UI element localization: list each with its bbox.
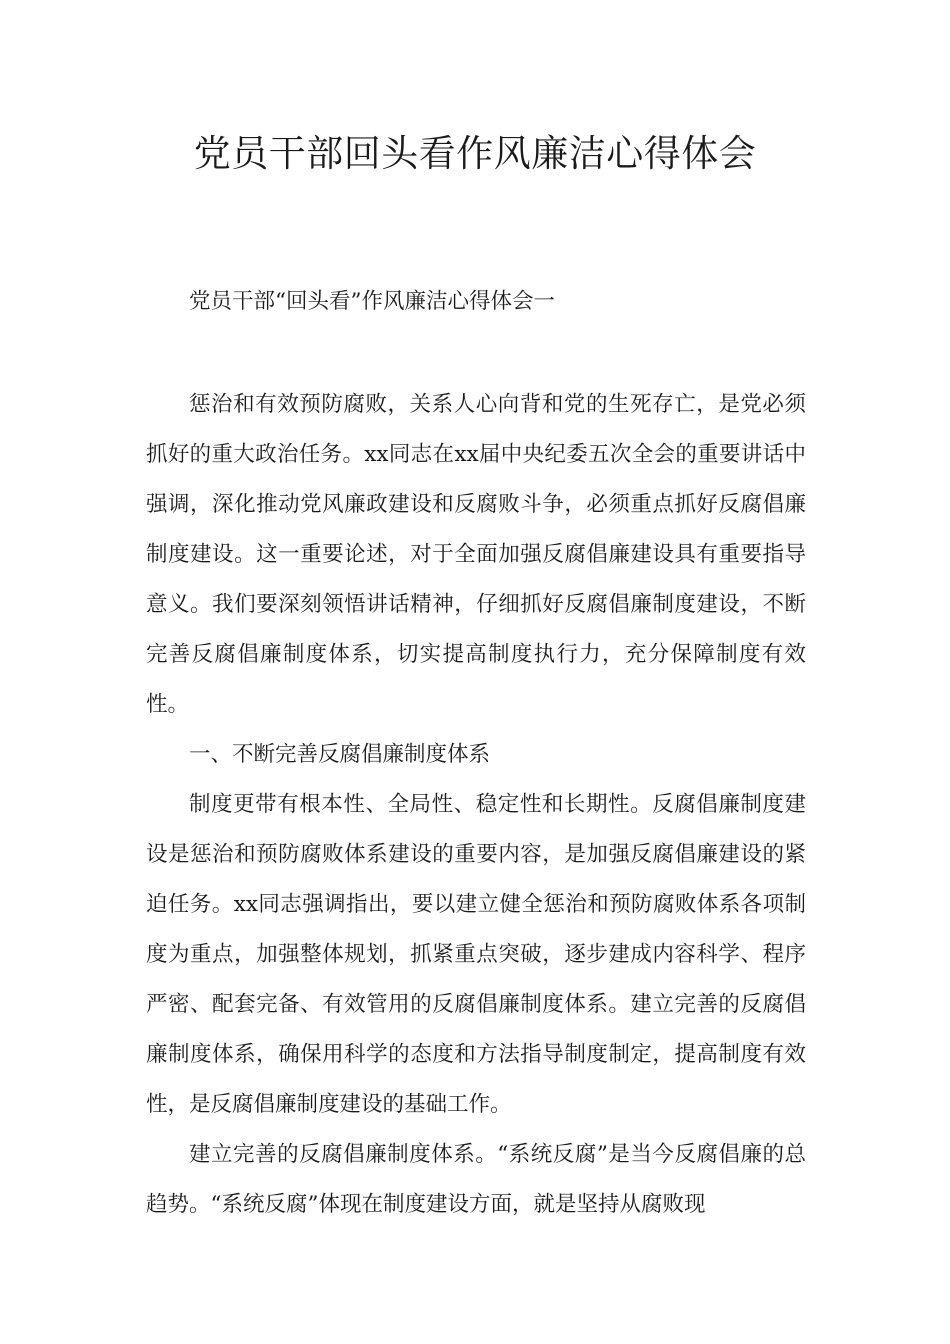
document-title: 党员干部回头看作风廉洁心得体会 (193, 132, 757, 175)
paragraph-section-one: 制度更带有根本性、全局性、稳定性和长期性。反腐倡廉制度建设是惩治和预防腐败体系建设的重要内容，是加强反腐倡廉建设的紧迫任务。xx同志强调指出，要以建立健全惩治和预防腐败体系各项制度为重点，加强整体规划，抓紧重点突破，逐步建成内容科学、程序严密、配套完备、有效管用的反腐倡廉制度体系。建立完善的反腐倡廉制度体系，确保用科学的态度和方法指导制度制定，提高制度有效性，是反腐倡廉制度建设的基础工作。 (146, 792, 806, 1117)
paragraph-intro: 惩治和有效预防腐败，关系人心向背和党的生死存亡，是党必须抓好的重大政治任务。xx同志在xx届中央纪委五次全会的重要讲话中强调，深化推动党风廉政建设和反腐败斗争，必须重点抓好反腐倡廉制度建设。这一重要论述，对于全面加强反腐倡廉建设具有重要指导意义。我们要深刻领悟讲话精神，仔细抓好反腐倡廉制度建设，不断完善反腐倡廉制度体系，切实提高制度执行力，充分保障制度有效性。 (146, 392, 806, 717)
document-body (146, 380, 806, 1230)
paragraph-system: 建立完善的反腐倡廉制度体系。“系统反腐”是当今反腐倡廉的总趋势。“系统反腐”体现在制度建设方面，就是坚持从腐败现 (146, 1142, 806, 1217)
section-heading: 一、不断完善反腐倡廉制度体系 (189, 742, 491, 767)
document-subtitle: 党员干部“回头看”作风廉洁心得体会一 (189, 289, 555, 314)
